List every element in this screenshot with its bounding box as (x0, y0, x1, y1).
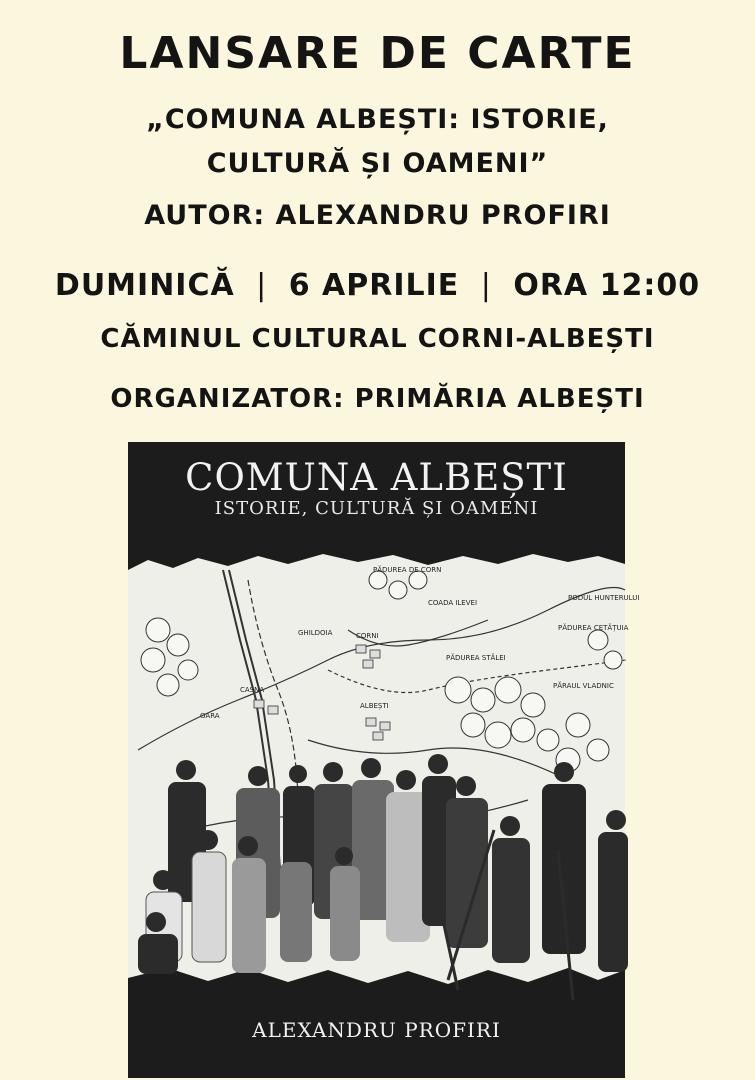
author-line: AUTOR: ALEXANDRU PROFIRI (144, 200, 611, 231)
book-cover (128, 442, 640, 1078)
map-label: GHILDOIA (298, 629, 333, 637)
cover-subtitle: ISTORIE, CULTURĂ ȘI OAMENI (214, 498, 539, 519)
map-label: PODUL HUNTERULUI (568, 594, 640, 602)
cover-author: ALEXANDRU PROFIRI (252, 1018, 501, 1042)
event-title: LANSARE DE CARTE (119, 28, 636, 79)
date-line (0, 268, 755, 303)
map-label: PĂDUREA DE CORN (373, 566, 442, 574)
event-day: DUMINICĂ (54, 268, 235, 303)
event-time: ORA 12:00 (513, 268, 701, 303)
event-date: 6 APRILIE (288, 268, 460, 303)
map-label: CORNI (356, 632, 379, 640)
map-label: GARA (200, 712, 220, 720)
map-label: PĂDUREA STĂLEI (446, 654, 506, 662)
separator: | (256, 268, 268, 303)
map-label: PĂRAUL VLADNIC (553, 682, 614, 690)
map-label: ALBEȘTI (360, 702, 389, 710)
organizer-line: ORGANIZATOR: PRIMĂRIA ALBEȘTI (110, 384, 645, 414)
venue-line: CĂMINUL CULTURAL CORNI-ALBEȘTI (100, 324, 655, 354)
map-label: COADA ILEVEI (428, 599, 478, 607)
map-label: PĂDUREA CETĂȚUIA (558, 624, 629, 632)
map-label: CASNA (240, 686, 265, 694)
cover-title: COMUNA ALBEȘTI (185, 456, 568, 499)
book-title-line-2: CULTURĂ ȘI OAMENI” (206, 148, 549, 179)
separator: | (480, 268, 492, 303)
cover-map-and-photo (128, 550, 640, 1000)
book-title-line-1: „COMUNA ALBEȘTI: ISTORIE, (146, 104, 609, 135)
